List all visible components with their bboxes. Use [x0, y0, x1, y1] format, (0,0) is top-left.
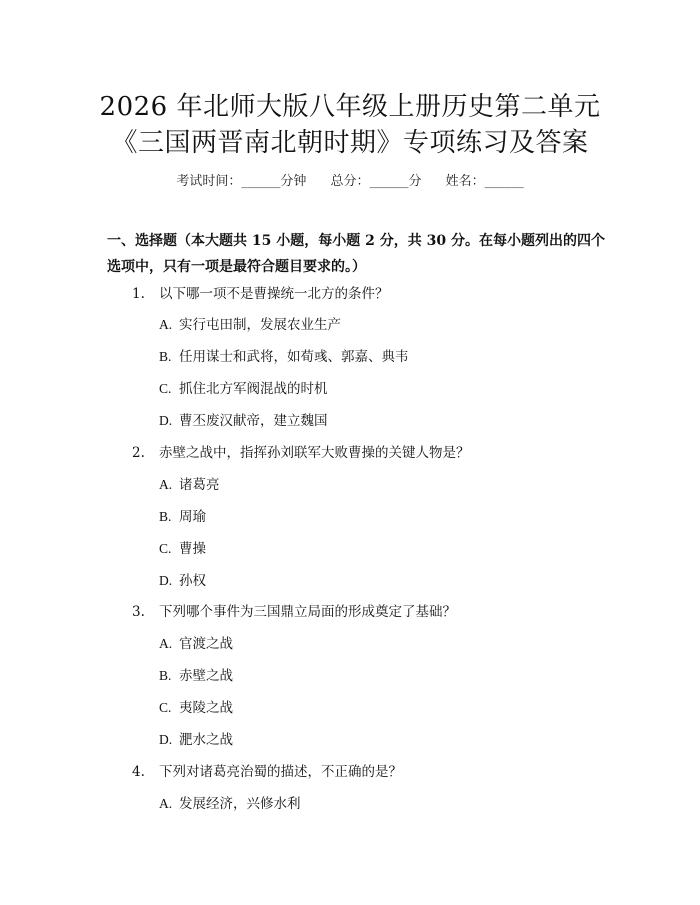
option [159, 792, 301, 812]
document-title-line1: 2026 年北师大版八年级上册历史第二单元 [99, 92, 601, 122]
question-number: 1. [132, 286, 145, 302]
option-letter: C. [159, 700, 172, 715]
option [159, 696, 233, 716]
option [159, 728, 233, 748]
option-text: 发展经济，兴修水利 [179, 796, 301, 812]
question-number: 3. [132, 604, 145, 620]
option-text: 曹丕废汉献帝，建立魏国 [179, 413, 328, 429]
option [159, 505, 206, 525]
option-letter: A. [159, 477, 173, 492]
option-text: 孙权 [179, 573, 206, 589]
question-text: 赤壁之战中，指挥孙刘联军大败曹操的关键人物是？ [159, 445, 470, 461]
option-text: 实行屯田制，发展农业生产 [179, 317, 341, 333]
total-score-field: 总分：______分 [330, 174, 422, 189]
option-letter: B. [159, 668, 172, 683]
question-number: 4. [132, 764, 145, 780]
option-text: 淝水之战 [179, 732, 233, 748]
question-number: 2. [132, 445, 145, 461]
question-text: 下列哪个事件为三国鼎立局面的形成奠定了基础？ [159, 604, 456, 620]
option [159, 409, 328, 429]
question-text: 以下哪一项不是曹操统一北方的条件？ [159, 286, 389, 302]
option [159, 569, 206, 589]
option-letter: A. [159, 317, 173, 332]
question-3 [132, 600, 456, 620]
option [159, 632, 233, 652]
option-text: 任用谋士和武将，如荀彧、郭嘉、典韦 [179, 349, 409, 365]
option-letter: D. [159, 413, 173, 428]
option-text: 周瑜 [179, 509, 206, 525]
option [159, 345, 409, 365]
option-letter: A. [159, 796, 173, 811]
option [159, 537, 206, 557]
option-letter: C. [159, 541, 172, 556]
option [159, 313, 341, 333]
option-letter: C. [159, 381, 172, 396]
option [159, 377, 328, 397]
option [159, 473, 220, 493]
section-heading: 一、选择题（本大题共 15 小题，每小题 2 分，共 30 分。在每小题列出的四个选项中，只有一项是最符合题目要求的。） [107, 233, 605, 275]
option-text: 抓住北方军阀混战的时机 [179, 381, 328, 397]
student-name-field: 姓名：______ [445, 174, 524, 189]
option-letter: D. [159, 573, 173, 588]
option-letter: B. [159, 509, 172, 524]
option [159, 664, 233, 684]
option-text: 曹操 [179, 541, 206, 557]
exam-time-field: 考试时间：______分钟 [176, 174, 307, 189]
option-letter: D. [159, 732, 173, 747]
document-title-line2: 《三国两晋南北朝时期》专项练习及答案 [111, 128, 589, 158]
question-2 [132, 441, 470, 461]
option-text: 夷陵之战 [179, 700, 233, 716]
option-text: 官渡之战 [179, 636, 233, 652]
exam-info-line [0, 170, 700, 189]
question-text: 下列对诸葛亮治蜀的描述，不正确的是？ [159, 764, 402, 780]
option-letter: B. [159, 349, 172, 364]
option-text: 赤壁之战 [179, 668, 233, 684]
option-text: 诸葛亮 [179, 477, 220, 493]
option-letter: A. [159, 636, 173, 651]
question-1 [132, 282, 389, 302]
question-4 [132, 760, 402, 780]
